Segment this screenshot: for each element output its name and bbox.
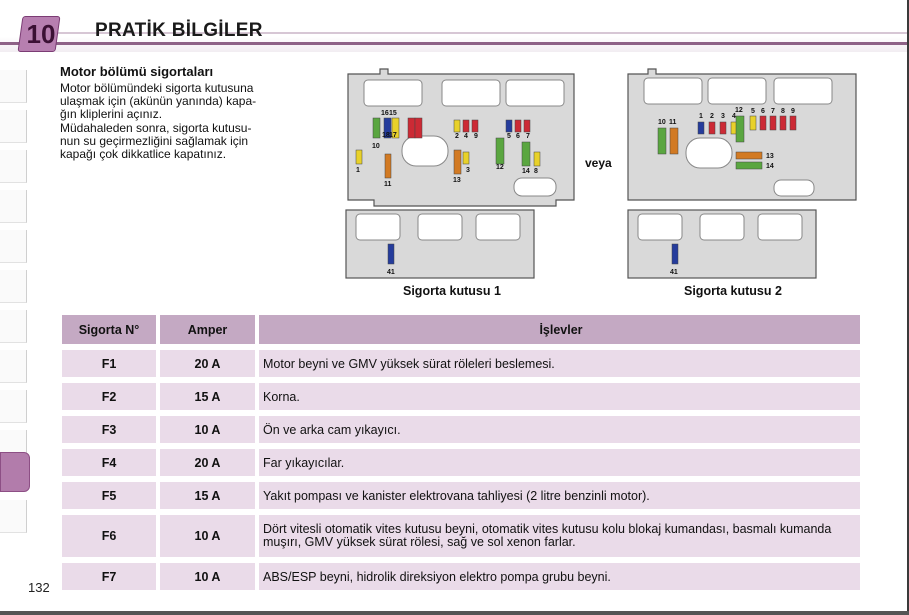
svg-text:14: 14: [522, 168, 530, 175]
fuse-function: Korna.: [259, 383, 860, 410]
svg-text:14: 14: [766, 163, 774, 170]
chapter-number: 10: [26, 19, 56, 49]
table-row: [62, 482, 860, 509]
svg-text:4: 4: [732, 113, 736, 120]
svg-text:17: 17: [389, 132, 397, 139]
table-row: [62, 383, 860, 410]
svg-text:9: 9: [474, 133, 478, 140]
fuse-amp: 10 A: [160, 515, 255, 557]
fuse-box-2-diagram: [624, 66, 860, 280]
svg-text:13: 13: [766, 153, 774, 160]
svg-text:18: 18: [382, 132, 390, 139]
svg-text:5: 5: [507, 133, 511, 140]
intro-line: nun su geçirmezliğini sağlamak için: [60, 134, 249, 148]
fuse-function: Far yıkayıcılar.: [259, 449, 860, 476]
svg-text:1: 1: [699, 113, 703, 120]
chapter-tabs: [0, 52, 32, 552]
fuse-no: F1: [62, 350, 156, 377]
fuse-amp: 15 A: [160, 482, 255, 509]
page-number: 132: [28, 580, 50, 595]
table-row: [62, 449, 860, 476]
fuse-function: Motor beyni ve GMV yüksek sürat röleleri beslemesi.: [259, 350, 860, 377]
svg-text:12: 12: [735, 107, 743, 114]
column-header-fuse-no: Sigorta N°: [62, 315, 156, 344]
intro-line: ulaşmak için (akünün yanında) kapa-: [60, 94, 257, 108]
fuse-amp: 20 A: [160, 449, 255, 476]
svg-text:4: 4: [464, 133, 468, 140]
header-divider: [0, 42, 907, 45]
chapter-tab[interactable]: [0, 150, 27, 183]
fuse-table: [58, 309, 864, 596]
svg-text:8: 8: [534, 168, 538, 175]
chapter-tab[interactable]: [0, 500, 27, 533]
svg-text:10: 10: [658, 119, 666, 126]
fuse-amp: 20 A: [160, 350, 255, 377]
svg-text:15: 15: [389, 110, 397, 117]
fuse-box-2-caption: Sigorta kutusu 2: [684, 284, 782, 298]
fuse-no: F4: [62, 449, 156, 476]
fuse-box-1-caption: Sigorta kutusu 1: [403, 284, 501, 298]
fuse-box-1-diagram: [344, 66, 580, 280]
chapter-tab[interactable]: [0, 230, 27, 263]
intro-line: Müdahaleden sonra, sigorta kutusu-: [60, 121, 252, 135]
table-header-row: [62, 315, 860, 344]
chapter-tab[interactable]: [0, 310, 27, 343]
fuse-no: F7: [62, 563, 156, 590]
svg-text:41: 41: [670, 269, 678, 276]
intro-line: kapağı çok dikkatlice kapatınız.: [60, 147, 227, 161]
section-heading: Motor bölümü sigortaları: [60, 64, 214, 79]
fuse-amp: 15 A: [160, 383, 255, 410]
chapter-tab[interactable]: [0, 350, 27, 383]
fuse-no: F6: [62, 515, 156, 557]
intro-line: Motor bölümündeki sigorta kutusuna: [60, 81, 254, 95]
fuse-function: Dört vitesli otomatik vites kutusu beyni, otomatik vites kutusu kolu blokaj kumandası, basmalı kumanda muşırı, GMV yüksek sürat rölesi, sağ ve sol xenon farlar.: [259, 515, 860, 557]
intro-line: ğın kliplerini açınız.: [60, 107, 163, 121]
svg-text:3: 3: [466, 167, 470, 174]
svg-text:1: 1: [356, 167, 360, 174]
fuse-amp: 10 A: [160, 416, 255, 443]
svg-text:5: 5: [751, 108, 755, 115]
page-title: PRATİK BİLGİLER: [95, 20, 263, 41]
table-row: [62, 563, 860, 590]
chapter-tab[interactable]: [0, 70, 27, 103]
svg-text:13: 13: [453, 177, 461, 184]
table-row: [62, 515, 860, 557]
table-row: [62, 350, 860, 377]
chapter-tab[interactable]: [0, 190, 27, 223]
fuse-no: F5: [62, 482, 156, 509]
fuse-function: Yakıt pompası ve kanister elektrovana tahliyesi (2 litre benzinli motor).: [259, 482, 860, 509]
chapter-tab-active[interactable]: [0, 452, 30, 492]
svg-text:16: 16: [381, 110, 389, 117]
table-row: [62, 416, 860, 443]
svg-text:11: 11: [669, 119, 677, 126]
fuse-no: F2: [62, 383, 156, 410]
svg-text:11: 11: [384, 181, 392, 188]
column-header-amper: Amper: [160, 315, 255, 344]
svg-text:7: 7: [771, 108, 775, 115]
page-shadow: [0, 611, 909, 615]
fuse-function: ABS/ESP beyni, hidrolik direksiyon elektro pompa grubu beyni.: [259, 563, 860, 590]
chapter-tab[interactable]: [0, 270, 27, 303]
fuse-function: Ön ve arka cam yıkayıcı.: [259, 416, 860, 443]
chapter-tab[interactable]: [0, 390, 27, 423]
svg-text:9: 9: [791, 108, 795, 115]
svg-text:6: 6: [761, 108, 765, 115]
chapter-tab[interactable]: [0, 110, 27, 143]
or-label: veya: [585, 156, 612, 170]
svg-text:12: 12: [496, 164, 504, 171]
svg-text:2: 2: [455, 133, 459, 140]
svg-text:2: 2: [710, 113, 714, 120]
svg-text:41: 41: [387, 269, 395, 276]
fuse-no: F3: [62, 416, 156, 443]
svg-text:10: 10: [372, 143, 380, 150]
column-header-functions: İşlevler: [259, 315, 860, 344]
svg-text:8: 8: [781, 108, 785, 115]
svg-text:7: 7: [526, 133, 530, 140]
svg-text:3: 3: [721, 113, 725, 120]
fuse-amp: 10 A: [160, 563, 255, 590]
svg-text:6: 6: [516, 133, 520, 140]
